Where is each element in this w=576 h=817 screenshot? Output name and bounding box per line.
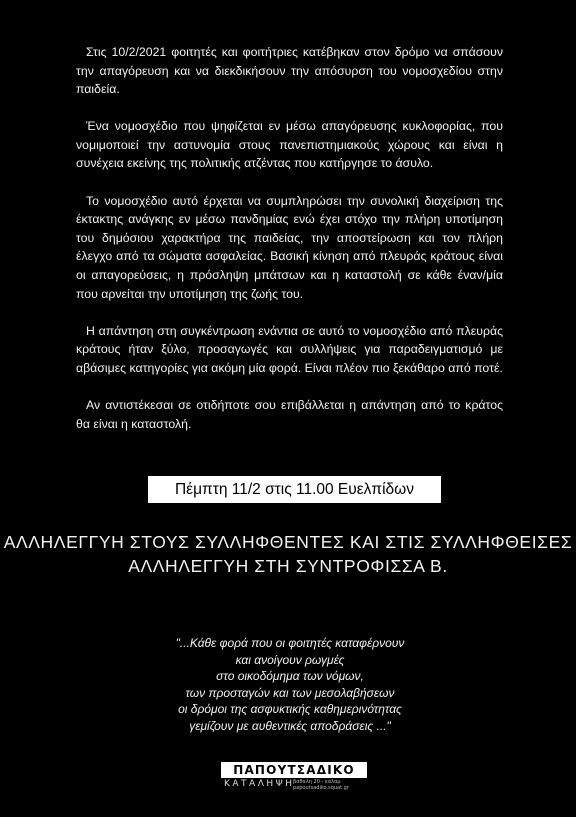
paragraph-3: Το νομοσχέδιο αυτό έρχεται να συμπληρώσει την συνολική διαχείριση της έκτακτης ανάγκης εν μέσω πανδημίας ενώ έχει στόχο την πλήρη υποτίμηση του δημόσιου χαρακτήρα της παιδείας, την αποστείρωση και τον πλήρη έλεγχο από τα σώματα ασφαλείας. Βασική κίνηση από πλευράς κράτους είναι οι απαγορεύσεις, η πρόσληψη μπάτσων και η καταστολή σε κάθε έναν/μία που αρνείται την υποτίμηση της ζωής του. [76, 193, 503, 301]
quote-line: οι δρόμοι της ασφυκτικής καθημερινότητας [178, 702, 402, 717]
logo-name: ΠΑΠΟΥΤΣΑΔΙΚΟ [221, 762, 367, 778]
logo-address-line: βαθαλη 20 - καλαμ [293, 779, 341, 785]
event-date-box: Πέμπτη 11/2 στις 11.00 Ευελπίδων [148, 476, 441, 503]
quote-line: και ανοίγουν ρωγμές [235, 652, 345, 667]
quote-line: γεμίζουν με αυθεντικές αποδράσεις ..." [189, 718, 391, 733]
paragraph-5: Αν αντιστέκεσαι σε οτιδήποτε σου επιβάλλεται η απάντηση από το κράτος θα είναι η καταστολή. [76, 397, 503, 431]
body-text [76, 43, 503, 433]
paragraph-2: Ένα νομοσχέδιο που ψηφίζεται εν μέσω απαγόρευσης κυκλοφορίας, που νομιμοποιεί την αστυνομία στους πανεπιστημιακούς χώρους και είναι η συνέχεια εκείνης της πολιτικής ατζέντας που κατήργησε το άσυλο. [76, 119, 503, 171]
quote-line: στο οικοδόμημα των νόμων, [216, 669, 364, 684]
quote-block [140, 635, 440, 735]
solidarity-line-2: ΑΛΛΗΛΕΓΓΥΗ ΣΤΗ ΣΥΝΤΡΟΦΙΣΣΑ Β. [128, 556, 448, 576]
solidarity-line-1: ΑΛΛΗΛΕΓΓΥΗ ΣΤΟΥΣ ΣΥΛΛΗΦΘΕΝΤΕΣ ΚΑΙ ΣΤΙΣ ΣΥΛΛΗΦΘΕΙΣΕΣ [3, 532, 573, 552]
logo-subtitle: ΚΑΤΑΛΗΨΗ [224, 779, 295, 789]
quote-line: "...Κάθε φορά που οι φοιτητές καταφέρνουν [175, 636, 405, 650]
quote-line: των προσταγών και των μεσολαβήσεων [185, 685, 395, 700]
logo-address [293, 779, 349, 791]
solidarity-slogans [0, 530, 576, 578]
logo-website: papoutsadiko.squat.gr [293, 785, 349, 791]
paragraph-1: Στις 10/2/2021 φοιτητές και φοιτήτριες κατέβηκαν στον δρόμο να σπάσουν την απαγόρευση και να διεκδικήσουν την απόσυρση του νομοσχεδίου στην παιδεία. [76, 45, 503, 97]
paragraph-4: Η απάντηση στη συγκέντρωση ενάντια σε αυτό το νομοσχέδιο από πλευράς κράτους ήταν ξύλο, προσαγωγές και συλλήψεις για παραδειγματισμό με αβάσιμες κατηγορίες για ακόμη μία φορά. Είναι πλέον πιο ξεκάθαρο από ποτέ. [76, 323, 503, 375]
squat-logo [221, 762, 367, 792]
